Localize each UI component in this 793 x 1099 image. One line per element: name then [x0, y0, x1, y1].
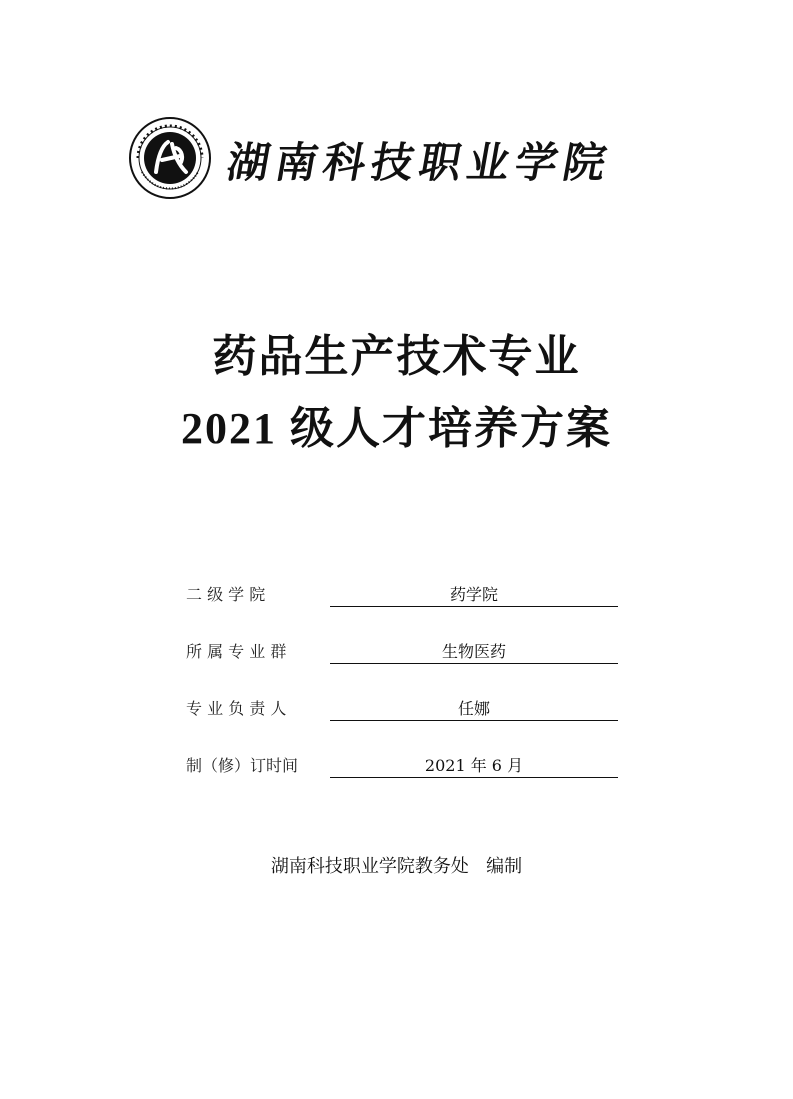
- document-title-line-2: 2021 级人才培养方案: [181, 404, 612, 453]
- field-value: 生物医药: [441, 642, 506, 661]
- field-row-major-group: [186, 639, 618, 669]
- underline: [330, 720, 618, 721]
- document-title-line-1: 药品生产技术专业: [212, 331, 581, 382]
- field-value: 2021 年 6 月: [424, 756, 524, 775]
- field-value: 任娜: [457, 699, 490, 718]
- school-name: 湖南科技职业学院: [223, 138, 616, 187]
- field-label: 所 属 专 业 群: [186, 642, 287, 661]
- footer-compiler: 湖南科技职业学院教务处 编制: [270, 856, 523, 877]
- field-label: 专 业 负 责 人: [186, 699, 287, 718]
- document-header: [128, 116, 688, 200]
- field-row-college: [186, 582, 618, 612]
- field-row-major-lead: [186, 696, 618, 726]
- school-seal-icon: [128, 116, 212, 200]
- underline: [330, 777, 618, 778]
- field-label: 二 级 学 院: [186, 585, 266, 604]
- field-label: 制（修）订时间: [186, 756, 299, 775]
- underline: [330, 606, 618, 607]
- field-value: 药学院: [449, 585, 498, 604]
- field-row-revision-date: [186, 753, 618, 783]
- underline: [330, 663, 618, 664]
